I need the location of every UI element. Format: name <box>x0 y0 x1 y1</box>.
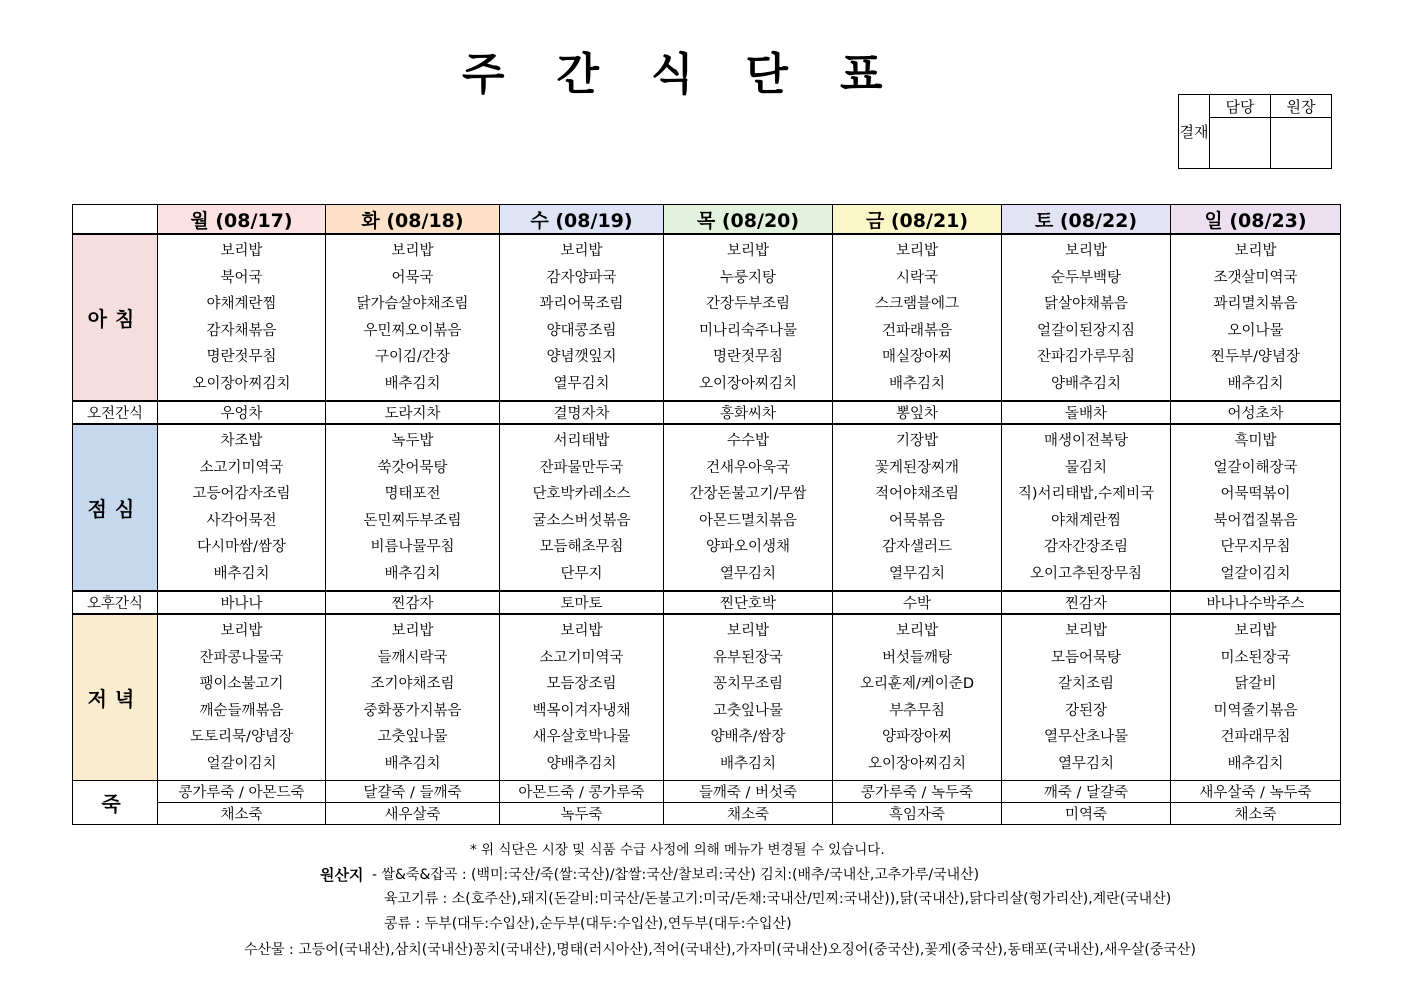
breakfast-item: 잔파김가루무침 <box>1036 349 1136 365</box>
juk-cell: 녹두죽 <box>500 803 664 825</box>
lunch-cell <box>158 424 326 591</box>
lunch-item: 감자샐러드 <box>881 539 953 555</box>
lunch-item: 단무지무침 <box>1220 539 1291 555</box>
origin-line-seafood: 수산물 : 고등어(국내산),삼치(국내산)꽁치(국내산),명태(러시아산),적어(국내산),가자미(국내산)오징어(중국산),꽃게(중국산),동태포(국내산),새우살(중국산) <box>244 942 1196 958</box>
dinner-item: 양파장아찌 <box>881 729 953 745</box>
breakfast-item: 시락국 <box>895 269 939 286</box>
breakfast-item: 오이장아찌김치 <box>192 375 291 392</box>
juk-cell: 아몬드죽 / 콩가루죽 <box>500 781 664 803</box>
breakfast-item: 감자양파국 <box>546 269 617 286</box>
corner-cell <box>73 205 158 235</box>
am-snack-cell: 뽕잎차 <box>833 401 1002 424</box>
dinner-cell <box>1002 614 1171 781</box>
dinner-item: 보리밥 <box>1064 623 1108 639</box>
day-header: 금 (08/21) <box>833 205 1002 235</box>
dinner-item: 도토리묵/양념장 <box>190 729 293 745</box>
day-header: 화 (08/18) <box>326 205 500 235</box>
breakfast-item: 보리밥 <box>726 243 770 259</box>
breakfast-item: 꽈리멸치볶음 <box>1213 296 1298 312</box>
dinner-cell <box>158 614 326 781</box>
juk-cell: 깨죽 / 달걀죽 <box>1002 781 1171 803</box>
approval-box <box>1178 94 1332 169</box>
dinner-item: 오리훈제/케이준D <box>859 676 975 692</box>
pm-snack-cell: 바나나수박주스 <box>1171 591 1341 614</box>
breakfast-item: 스크램블에그 <box>874 296 960 312</box>
juk-cell: 새우살죽 <box>326 803 500 825</box>
breakfast-cell <box>1002 234 1171 401</box>
pm-snack-cell: 찐감자 <box>1002 591 1171 614</box>
dinner-item: 들깨시락국 <box>377 649 448 666</box>
breakfast-item: 배추김치 <box>384 375 441 392</box>
breakfast-item: 얼갈이된장지짐 <box>1036 322 1136 339</box>
am-snack-cell: 결명자차 <box>500 401 664 424</box>
dinner-cell <box>833 614 1002 781</box>
lunch-item: 사각어묵전 <box>206 512 277 529</box>
lunch-item: 명태포전 <box>384 486 441 502</box>
dinner-cell <box>664 614 833 781</box>
lunch-item: 기장밥 <box>895 433 939 449</box>
breakfast-item: 건파래볶음 <box>881 322 953 339</box>
dinner-item: 얼갈이김치 <box>206 755 277 772</box>
breakfast-item: 배추김치 <box>1227 375 1284 392</box>
dinner-item: 깨순들깨볶음 <box>199 702 284 719</box>
juk-label: 죽 <box>73 781 158 825</box>
dinner-item: 모듬장조림 <box>546 676 617 692</box>
am-snack-cell: 도라지차 <box>326 401 500 424</box>
lunch-item: 서리태밥 <box>553 433 610 449</box>
dinner-item: 양배추/쌈장 <box>710 729 786 745</box>
dinner-item: 양배추김치 <box>546 755 617 772</box>
juk-cell: 들깨죽 / 버섯죽 <box>664 781 833 803</box>
breakfast-item: 열무김치 <box>553 375 610 392</box>
weekly-menu-table <box>72 204 1341 825</box>
lunch-item: 물김치 <box>1064 459 1108 476</box>
dinner-item: 열무김치 <box>1057 755 1115 772</box>
breakfast-item: 양념깻잎지 <box>546 349 617 365</box>
breakfast-item: 야채계란찜 <box>206 296 277 312</box>
dinner-item: 유부된장국 <box>712 649 784 666</box>
dinner-item: 고춧잎나물 <box>712 702 784 719</box>
pm-snack-cell: 바나나 <box>158 591 326 614</box>
dinner-item: 조기야채조림 <box>370 676 455 692</box>
am-snack-cell: 우엉차 <box>158 401 326 424</box>
lunch-item: 얼갈이해장국 <box>1213 459 1298 476</box>
dinner-item: 보리밥 <box>1234 623 1277 639</box>
dinner-item: 닭갈비 <box>1234 676 1277 692</box>
lunch-item: 돈민찌두부조림 <box>363 512 462 529</box>
breakfast-item: 보리밥 <box>1234 243 1277 259</box>
breakfast-cell <box>664 234 833 401</box>
breakfast-item: 보리밥 <box>391 243 434 259</box>
dinner-item: 갈치조림 <box>1057 676 1115 692</box>
dinner-item: 배추김치 <box>384 755 441 772</box>
breakfast-item: 감자채볶음 <box>206 322 277 339</box>
breakfast-item: 닭가슴살야채조림 <box>356 296 469 312</box>
approval-col-director: 원장 <box>1271 95 1332 118</box>
lunch-cell <box>500 424 664 591</box>
am-snack-cell: 어성초차 <box>1171 401 1341 424</box>
pm-snack-label: 오후간식 <box>73 591 158 614</box>
lunch-item: 배추김치 <box>384 565 441 582</box>
lunch-item: 북어껍질볶음 <box>1213 512 1298 529</box>
breakfast-item: 양배추김치 <box>1050 375 1122 392</box>
juk-cell: 새우살죽 / 녹두죽 <box>1171 781 1341 803</box>
origin-label: 원산지 <box>320 866 364 884</box>
lunch-item: 모듬해초무침 <box>539 539 624 555</box>
lunch-item: 녹두밥 <box>391 433 434 449</box>
breakfast-item: 어묵국 <box>391 269 434 286</box>
pm-snack-cell: 수박 <box>833 591 1002 614</box>
breakfast-item: 양대콩조림 <box>546 322 617 339</box>
juk-cell: 채소죽 <box>158 803 326 825</box>
pm-snack-cell: 찐감자 <box>326 591 500 614</box>
breakfast-item: 미나리숙주나물 <box>698 322 798 339</box>
dinner-item: 보리밥 <box>895 623 939 639</box>
lunch-item: 열무김치 <box>719 565 777 582</box>
lunch-item: 간장돈불고기/무쌈 <box>689 486 807 502</box>
lunch-item: 어묵볶음 <box>888 512 946 529</box>
breakfast-item: 오이나물 <box>1227 322 1284 339</box>
breakfast-item: 조갯살미역국 <box>1213 269 1298 286</box>
breakfast-item: 매실장아찌 <box>881 349 953 365</box>
lunch-item: 매생이전복탕 <box>1043 433 1129 449</box>
dinner-item: 고춧잎나물 <box>377 729 448 745</box>
dinner-item: 오이장아찌김치 <box>867 755 967 772</box>
lunch-item: 차조밥 <box>220 433 263 449</box>
lunch-item: 꽃게된장찌개 <box>874 459 960 476</box>
breakfast-item: 순두부백탕 <box>1050 269 1122 286</box>
breakfast-item: 북어국 <box>220 269 263 286</box>
dinner-item: 소고기미역국 <box>539 649 624 666</box>
approval-sign-director[interactable] <box>1271 118 1332 169</box>
breakfast-item: 보리밥 <box>895 243 939 259</box>
lunch-item: 배추김치 <box>213 565 270 582</box>
breakfast-item: 명란젓무침 <box>206 349 277 365</box>
dinner-item: 팽이소불고기 <box>199 676 284 692</box>
dinner-item: 미소된장국 <box>1220 649 1291 666</box>
day-header: 목 (08/20) <box>664 205 833 235</box>
notice-text: * 위 식단은 시장 및 식품 수급 사정에 의해 메뉴가 변경될 수 있습니다. <box>470 842 885 858</box>
breakfast-item: 꽈리어묵조림 <box>539 296 624 312</box>
am-snack-cell: 홍화씨차 <box>664 401 833 424</box>
dinner-item: 열무산초나물 <box>1043 729 1129 745</box>
lunch-item: 잔파물만두국 <box>539 459 624 476</box>
juk-cell: 미역죽 <box>1002 803 1171 825</box>
breakfast-item: 배추김치 <box>888 375 946 392</box>
dinner-item: 잔파콩나물국 <box>199 649 284 666</box>
dinner-item: 배추김치 <box>1227 755 1284 772</box>
origin-line-meat: 육고기류 : 소(호주산),돼지(돈갈비:미국산/돈불고기:미국/돈채:국내산/민찌:국내산)),닭(국내산),닭다리살(헝가리산),계란(국내산) <box>384 891 1172 907</box>
breakfast-item: 구이김/간장 <box>375 349 450 365</box>
breakfast-cell <box>500 234 664 401</box>
pm-snack-cell: 찐단호박 <box>664 591 833 614</box>
dinner-item: 중화풍가지볶음 <box>363 702 462 719</box>
lunch-label: 점심 <box>73 424 158 591</box>
juk-cell: 콩가루죽 / 아몬드죽 <box>158 781 326 803</box>
day-header: 토 (08/22) <box>1002 205 1171 235</box>
lunch-cell <box>326 424 500 591</box>
dinner-item: 보리밥 <box>391 623 434 639</box>
dinner-item: 보리밥 <box>726 623 770 639</box>
breakfast-item: 명란젓무침 <box>712 349 784 365</box>
breakfast-cell <box>1171 234 1341 401</box>
lunch-item: 야채계란찜 <box>1050 512 1122 529</box>
breakfast-item: 오이장아찌김치 <box>698 375 798 392</box>
page-title: 주간식단표 <box>462 49 935 100</box>
dinner-item: 강된장 <box>1064 702 1108 719</box>
origin-line-grain: - 쌀&죽&잡곡 : (백미:국산/죽(쌀:국산)/찹쌀:국산/찰보리:국산) 김치:(배추/국내산,고추가루/국내산) <box>372 867 980 883</box>
day-header: 수 (08/19) <box>500 205 664 235</box>
lunch-item: 직)서리태밥,수제비국 <box>1017 486 1155 502</box>
breakfast-item: 간장두부조림 <box>705 296 791 312</box>
day-header: 월 (08/17) <box>158 205 326 235</box>
lunch-item: 양파오이생채 <box>705 539 791 555</box>
lunch-item: 고등어감자조림 <box>192 486 291 502</box>
juk-cell: 채소죽 <box>664 803 833 825</box>
dinner-item: 모듬어묵탕 <box>1050 649 1122 666</box>
lunch-item: 어묵떡볶이 <box>1220 486 1291 502</box>
am-snack-label: 오전간식 <box>73 401 158 424</box>
dinner-item: 새우살호박나물 <box>532 729 631 745</box>
dinner-item: 버섯들깨탕 <box>881 649 953 666</box>
dinner-item: 배추김치 <box>719 755 777 772</box>
breakfast-cell <box>158 234 326 401</box>
lunch-item: 흑미밥 <box>1234 433 1277 449</box>
breakfast-item: 보리밥 <box>220 243 263 259</box>
am-snack-cell: 돌배차 <box>1002 401 1171 424</box>
dinner-item: 미역줄기볶음 <box>1213 702 1298 719</box>
breakfast-item: 닭살야채볶음 <box>1043 296 1129 312</box>
breakfast-item: 누룽지탕 <box>719 269 777 286</box>
dinner-cell <box>326 614 500 781</box>
lunch-item: 건새우아욱국 <box>705 459 791 476</box>
lunch-item: 얼갈이김치 <box>1220 565 1291 582</box>
origin-line-bean: 콩류 : 두부(대두:수입산),순두부(대두:수입산),연두부(대두:수입산) <box>384 916 792 932</box>
breakfast-item: 보리밥 <box>1064 243 1108 259</box>
lunch-item: 수수밥 <box>726 433 770 449</box>
lunch-item: 굴소스버섯볶음 <box>532 512 631 529</box>
lunch-item: 쑥갓어묵탕 <box>377 459 448 476</box>
lunch-item: 단무지 <box>560 565 603 582</box>
lunch-item: 다시마쌈/쌈장 <box>197 539 286 555</box>
dinner-item: 꽁치무조림 <box>712 676 784 692</box>
juk-cell: 달걀죽 / 들깨죽 <box>326 781 500 803</box>
dinner-item: 백목이겨자냉채 <box>532 702 631 719</box>
breakfast-cell <box>833 234 1002 401</box>
lunch-item: 소고기미역국 <box>199 459 284 476</box>
juk-cell: 흑임자죽 <box>833 803 1002 825</box>
dinner-item: 보리밥 <box>560 623 603 639</box>
lunch-item: 단호박카레소스 <box>532 486 631 502</box>
breakfast-item: 찐두부/양념장 <box>1211 349 1300 365</box>
lunch-item: 감자간장조림 <box>1043 539 1129 555</box>
pm-snack-cell: 토마토 <box>500 591 664 614</box>
approval-col-manager: 담당 <box>1210 95 1271 118</box>
lunch-item: 오이고추된장무침 <box>1029 565 1143 582</box>
dinner-cell <box>1171 614 1341 781</box>
breakfast-item: 보리밥 <box>560 243 603 259</box>
lunch-item: 아몬드멸치볶음 <box>698 512 798 529</box>
breakfast-label: 아침 <box>73 234 158 401</box>
lunch-item: 열무김치 <box>888 565 946 582</box>
dinner-cell <box>500 614 664 781</box>
approval-label: 결재 <box>1179 95 1210 169</box>
lunch-item: 비름나물무침 <box>370 539 455 555</box>
juk-cell: 채소죽 <box>1171 803 1341 825</box>
lunch-item: 적어야채조림 <box>874 486 960 502</box>
dinner-item: 부추무침 <box>888 702 946 719</box>
approval-sign-manager[interactable] <box>1210 118 1271 169</box>
day-header: 일 (08/23) <box>1171 205 1341 235</box>
lunch-cell <box>664 424 833 591</box>
lunch-cell <box>1002 424 1171 591</box>
dinner-label: 저녁 <box>73 614 158 781</box>
breakfast-item: 우민찌오이볶음 <box>363 322 462 339</box>
dinner-item: 보리밥 <box>220 623 263 639</box>
juk-cell: 콩가루죽 / 녹두죽 <box>833 781 1002 803</box>
lunch-cell <box>833 424 1002 591</box>
breakfast-cell <box>326 234 500 401</box>
lunch-cell <box>1171 424 1341 591</box>
dinner-item: 건파래무침 <box>1220 729 1291 745</box>
